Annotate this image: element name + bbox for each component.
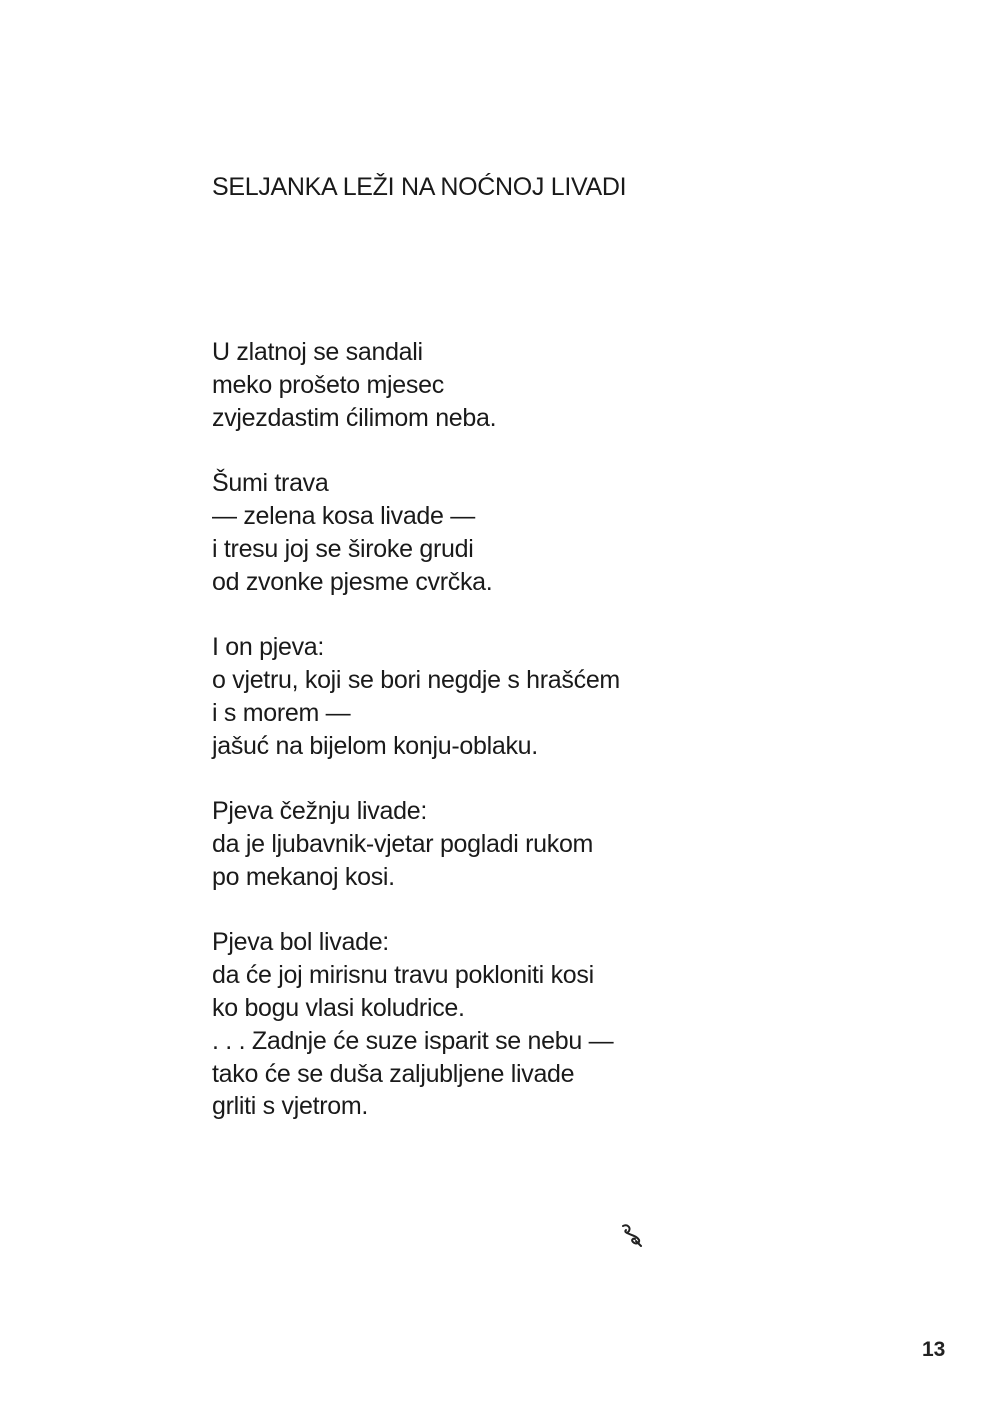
stanza-1 [212, 336, 620, 434]
poem-line: zvjezdastim ćilimom neba. [212, 403, 497, 432]
poem-line: o vjetru, koji se bori negdje s hrašćem [212, 665, 620, 694]
poem-line: I on pjeva: [212, 633, 325, 662]
poem-line: po mekanoj kosi. [212, 862, 395, 891]
poem-line: i s morem — [212, 698, 351, 727]
stanza-4 [212, 795, 620, 893]
poem-line: Pjeva bol livade: [212, 928, 389, 957]
poem-line: tako će se duša zaljubljene livade [212, 1059, 575, 1088]
fleuron-icon [618, 1222, 644, 1248]
poem-line: U zlatnoj se sandali [212, 338, 423, 366]
poem-line: grliti s vjetrom. [212, 1092, 369, 1121]
poem-line: . . . Zadnje će suze isparit se nebu — [212, 1026, 614, 1055]
poem-line: Šumi trava [212, 469, 329, 498]
stanza-5 [212, 926, 620, 1123]
poem-line: i tresu joj se široke grudi [212, 534, 474, 563]
page-number: 13 [922, 1338, 946, 1361]
stanza-3 [212, 631, 620, 762]
poem-title: SELJANKA LEŽI NA NOĆNOJ LIVADI [212, 173, 627, 201]
poem-body [212, 336, 620, 1123]
poem-line: meko prošeto mjesec [212, 370, 444, 399]
poem-line: od zvonke pjesme cvrčka. [212, 567, 493, 596]
poem-line: da je ljubavnik-vjetar pogladi rukom [212, 829, 594, 858]
poem-line: — zelena kosa livade — [212, 501, 475, 530]
poem-line: ko bogu vlasi koludrice. [212, 993, 465, 1022]
poem-line: jašuć na bijelom konju-oblaku. [212, 731, 538, 760]
poem-line: da će joj mirisnu travu pokloniti kosi [212, 961, 594, 990]
stanza-2 [212, 467, 620, 598]
poem-line: Pjeva čežnju livade: [212, 797, 427, 826]
